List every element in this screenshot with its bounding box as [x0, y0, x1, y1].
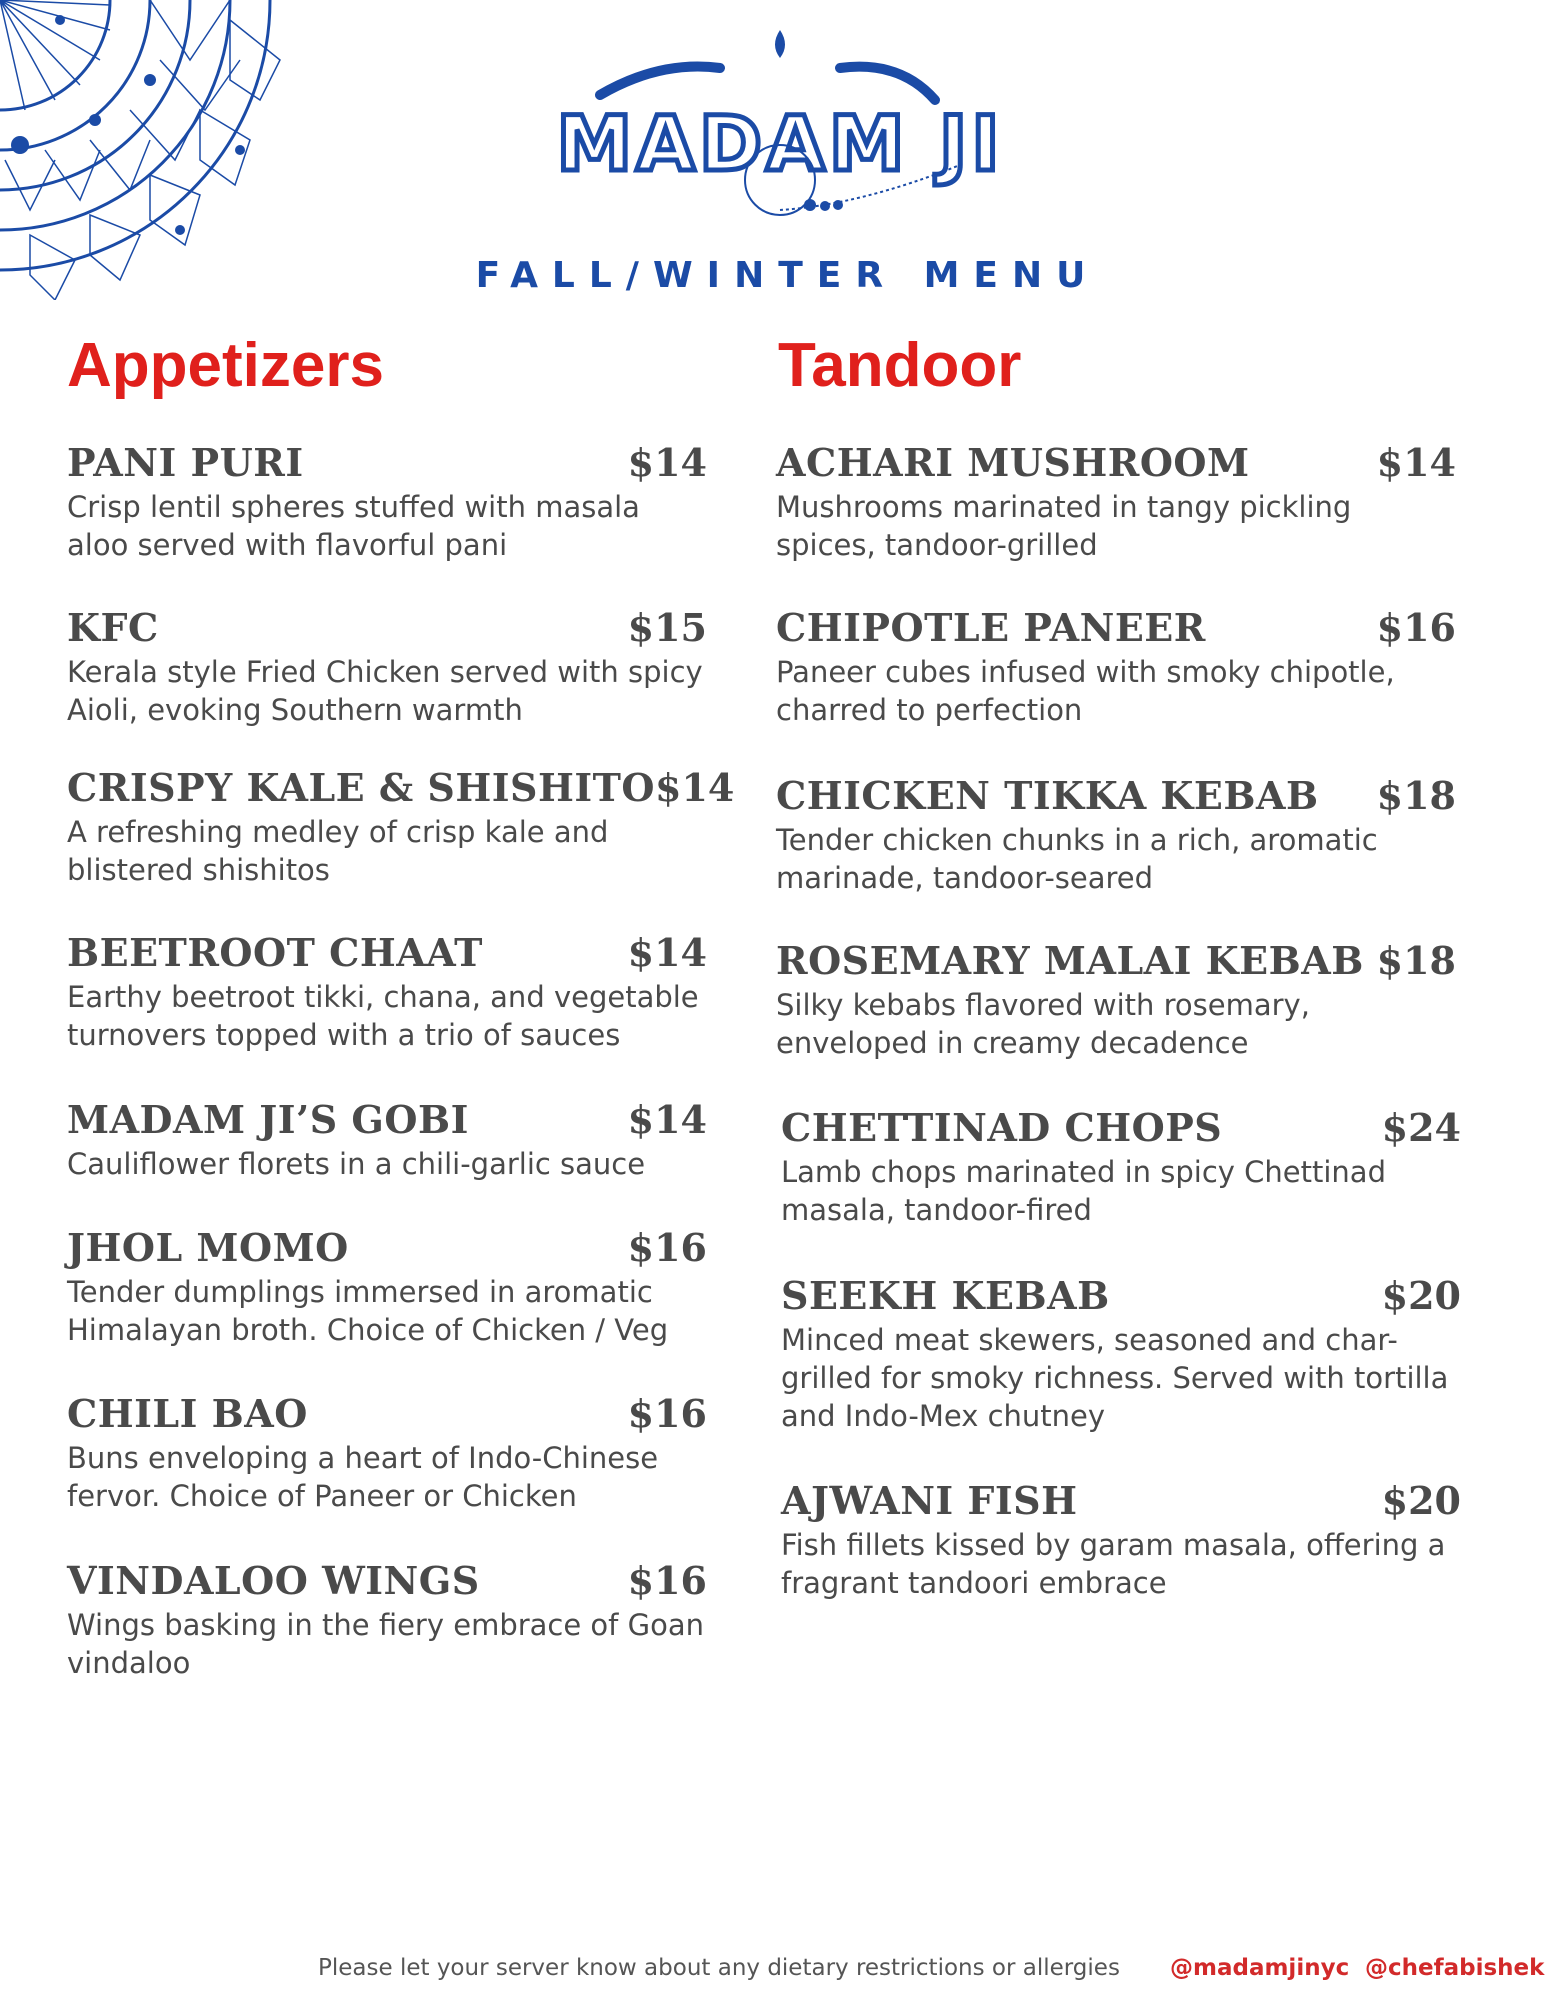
dietary-note: Please let your server know about any dietary restrictions or allergies	[318, 1955, 1120, 1981]
item-description: Buns enveloping a heart of Indo-Chinese fervor. Choice of Paneer or Chicken	[67, 1441, 659, 1513]
item-description: Earthy beetroot tikki, chana, and vegetable turnovers topped with a trio of sauces	[67, 980, 699, 1052]
item-price: $14	[1376, 440, 1456, 485]
item-name: CHETTINAD CHOPS	[781, 1105, 1223, 1150]
item-price: $14	[655, 765, 735, 810]
menu-item	[781, 1105, 1461, 1229]
item-description: A refreshing medley of crisp kale and blistered shishitos	[67, 815, 609, 887]
menu-item	[776, 938, 1456, 1062]
item-description: Tender dumplings immersed in aromatic Himalayan broth. Choice of Chicken / Veg	[67, 1275, 669, 1347]
item-name: MADAM JI’S GOBI	[67, 1097, 469, 1142]
item-price: $16	[627, 1391, 707, 1436]
item-name: CRISPY KALE & SHISHITO	[67, 765, 656, 810]
menu-item	[67, 605, 707, 729]
menu-item	[67, 1558, 707, 1682]
section-title-tandoor: Tandoor	[778, 331, 1022, 400]
item-price: $24	[1381, 1105, 1461, 1150]
item-price: $15	[627, 605, 707, 650]
item-description: Lamb chops marinated in spicy Chettinad masala, tandoor-fired	[781, 1155, 1386, 1227]
logo-wordmark: MADAM JI	[556, 99, 1004, 188]
menu-item	[776, 605, 1456, 729]
instagram-handle-chefabishek[interactable]: @chefabishek	[1365, 1955, 1545, 1981]
menu-item	[776, 773, 1456, 897]
item-price: $18	[1376, 773, 1456, 818]
menu-item	[776, 440, 1456, 564]
item-description: Mushrooms marinated in tangy pickling spices, tandoor-grilled	[776, 490, 1352, 562]
item-name: PANI PURI	[67, 440, 304, 485]
item-description: Fish fillets kissed by garam masala, offering a fragrant tandoori embrace	[781, 1528, 1446, 1600]
item-name: CHICKEN TIKKA KEBAB	[776, 773, 1319, 818]
item-price: $16	[627, 1558, 707, 1603]
item-name: JHOL MOMO	[67, 1225, 349, 1270]
item-name: KFC	[67, 605, 159, 650]
menu-item	[67, 1225, 707, 1349]
item-price: $20	[1381, 1273, 1461, 1318]
item-name: CHIPOTLE PANEER	[776, 605, 1206, 650]
item-price: $18	[1376, 938, 1456, 983]
item-name: CHILI BAO	[67, 1391, 308, 1436]
item-description: Crisp lentil spheres stuffed with masala aloo served with flavorful pani	[67, 490, 640, 562]
item-price: $20	[1381, 1478, 1461, 1523]
item-price: $14	[627, 1097, 707, 1142]
item-description: Cauliflower florets in a chili-garlic sauce	[67, 1147, 646, 1181]
item-description: Silky kebabs flavored with rosemary, enveloped in creamy decadence	[776, 988, 1310, 1060]
menu-item	[67, 440, 707, 564]
item-name: BEETROOT CHAAT	[67, 930, 483, 975]
item-name: AJWANI FISH	[781, 1478, 1078, 1523]
item-description: Tender chicken chunks in a rich, aromatic marinade, tandoor-seared	[776, 823, 1378, 895]
item-description: Kerala style Fried Chicken served with spicy Aioli, evoking Southern warmth	[67, 655, 703, 727]
menu-item	[67, 1097, 707, 1183]
section-title-appetizers: Appetizers	[67, 331, 384, 400]
menu-item	[67, 1391, 707, 1515]
item-price: $16	[627, 1225, 707, 1270]
item-name: ROSEMARY MALAI KEBAB	[776, 938, 1364, 983]
menu-item	[781, 1478, 1461, 1602]
item-price: $14	[627, 440, 707, 485]
menu-item	[781, 1273, 1461, 1435]
item-price: $14	[627, 930, 707, 975]
madam-ji-logo	[540, 20, 1020, 220]
item-name: SEEKH KEBAB	[781, 1273, 1110, 1318]
item-description: Wings basking in the fiery embrace of Goan vindaloo	[67, 1608, 704, 1680]
item-price: $16	[1376, 605, 1456, 650]
item-name: VINDALOO WINGS	[67, 1558, 480, 1603]
item-name: ACHARI MUSHROOM	[776, 440, 1250, 485]
menu-item	[67, 930, 707, 1054]
item-description: Paneer cubes infused with smoky chipotle, charred to perfection	[776, 655, 1395, 727]
item-description: Minced meat skewers, seasoned and char-grilled for smoky richness. Served with tortilla and Indo-Mex chutney	[781, 1323, 1449, 1433]
menu-item	[67, 765, 735, 889]
menu-title: FALL/WINTER MENU	[475, 255, 1100, 296]
instagram-handle-madamjinyc[interactable]: @madamjinyc	[1170, 1955, 1350, 1981]
